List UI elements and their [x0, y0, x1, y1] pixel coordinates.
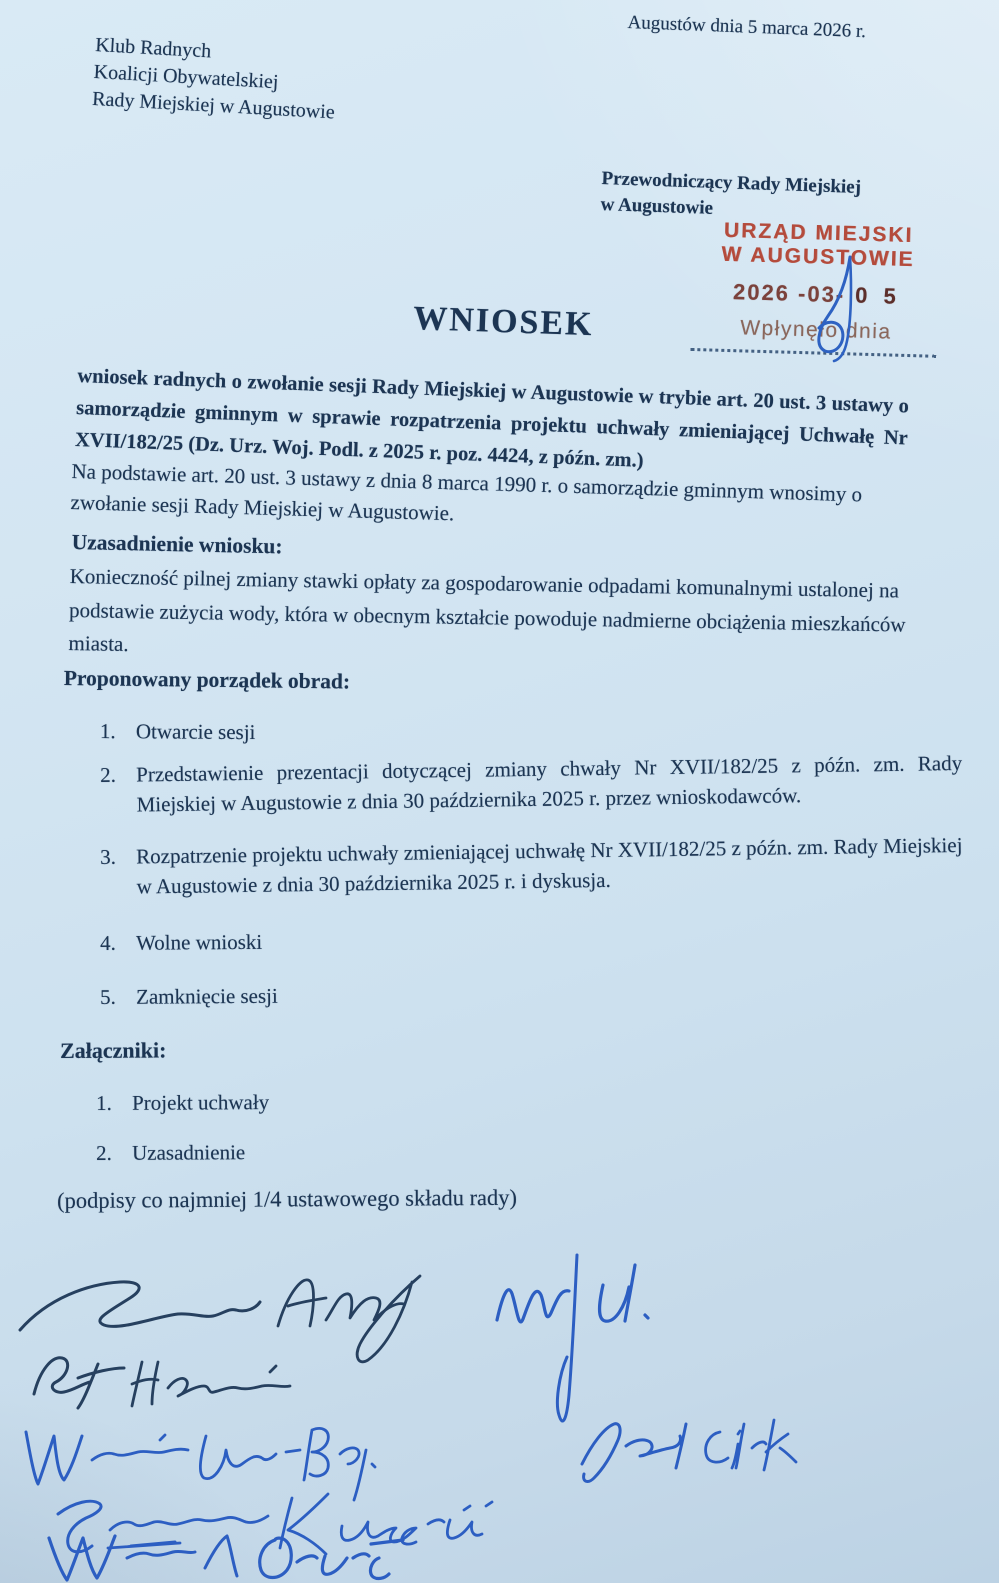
sender-line-3: Rady Miejskiej w Augustowie: [91, 87, 336, 124]
stamp-date-day: 0 5: [854, 282, 902, 309]
agenda-item-4: [100, 922, 940, 958]
agenda-heading: Proponowany porządek obrad:: [63, 666, 351, 694]
agenda-item-number: 3.: [100, 844, 117, 869]
agenda-item-5: [100, 976, 940, 1012]
attachment-item-2: [96, 1135, 596, 1168]
attachment-item-number: 1.: [96, 1090, 112, 1115]
justification-paragraph: Konieczność pilnej zmiany stawki opłaty za gospodarowanie odpadami komunalnymi ustalonej na podstawie zużycia wody, która w obecnym kształcie powoduje nadmierne obciążenia mieszkańców miasta.: [68, 563, 906, 657]
signature-josef-cislik: [552, 1404, 812, 1494]
subject-paragraph: wniosek radnych o zwołanie sesji Rady Miejskiej w Augustowie w trybie art. 20 ust. 3 ustawy o samorządzie gminnym w sprawie rozpatrzenia projektu uchwały zmieniającej Uchwałę Nr XVII/182/25 (Dz. Urz. Woj. Podl. z 2025 r. poz. 4424, z późn. zm.): [74, 364, 910, 472]
stamp-date: 2026 -03-: [732, 279, 846, 308]
attachment-item-text: Projekt uchwały: [132, 1090, 270, 1115]
agenda-item-text: Rozpatrzenie projektu uchwały zmieniającej uchwałę Nr XVII/182/25 z późn. zm. Rady Miejskiej w Augustowie z dnia 30 października 2025 r. i dyskusja.: [136, 832, 963, 899]
agenda-item-text: Wolne wnioski: [136, 929, 263, 955]
agenda-item-number: 4.: [100, 930, 116, 955]
agenda-item-text: Otwarcie sesji: [135, 719, 256, 745]
agenda-item-number: 2.: [100, 762, 117, 787]
signature-wieslaw-deruc: [35, 1528, 435, 1583]
attachment-item-1: [96, 1085, 596, 1118]
signature-rafal-harasim: [20, 1344, 360, 1419]
sender-block: [91, 32, 338, 126]
attachment-item-text: Uzasadnienie: [132, 1140, 246, 1165]
agenda-item-text: Zamknięcie sesji: [136, 983, 278, 1009]
agenda-item-number: 1.: [99, 718, 116, 744]
agenda-item-3: [100, 830, 969, 902]
stamp-office-line-2: W AUGUSTOWIE: [721, 242, 915, 272]
letter-place-date: Augustów dnia 5 marca 2026 r.: [627, 12, 867, 43]
agenda-item-2: [100, 748, 963, 820]
signatures-note: (podpisy co najmniej 1/4 ustawowego składu rady): [57, 1184, 518, 1213]
agenda-item-1: [100, 716, 940, 752]
sender-line-1: Klub Radnych: [94, 33, 212, 63]
stamp-received-label: Wpłynęło dnia: [739, 316, 892, 344]
intro-paragraph: Na podstawie art. 20 ust. 3 ustawy z dnia 8 marca 1990 r. o samorządzie gminnym wnosimy o zwołanie sesji Rady Miejskiej w Augustowie.: [70, 458, 863, 526]
justification-heading: Uzasadnienie wniosku:: [71, 530, 283, 559]
document-title: WNIOSEK: [412, 300, 595, 344]
ink-paraph-signature: [800, 254, 876, 366]
sender-line-2: Koalicji Obywatelskiej: [93, 60, 280, 94]
stamp-office-line-1: URZĄD MIEJSKI: [723, 218, 914, 248]
attachments-heading: Załączniki:: [60, 1037, 167, 1063]
addressee-line-2: w Augustowie: [600, 193, 714, 219]
agenda-item-text: Przedstawienie prezentacji dotyczącej zmiany chwały Nr XVII/182/25 z późn. zm. Rady Miejskiej w Augustowie z dnia 30 października 2025 r. przez wnioskodawców.: [136, 750, 963, 817]
attachment-item-number: 2.: [96, 1140, 112, 1165]
agenda-item-number: 5.: [100, 984, 116, 1009]
addressee-block: [600, 166, 861, 227]
addressee-line-1: Przewodniczący Rady Miejskiej: [601, 167, 862, 199]
